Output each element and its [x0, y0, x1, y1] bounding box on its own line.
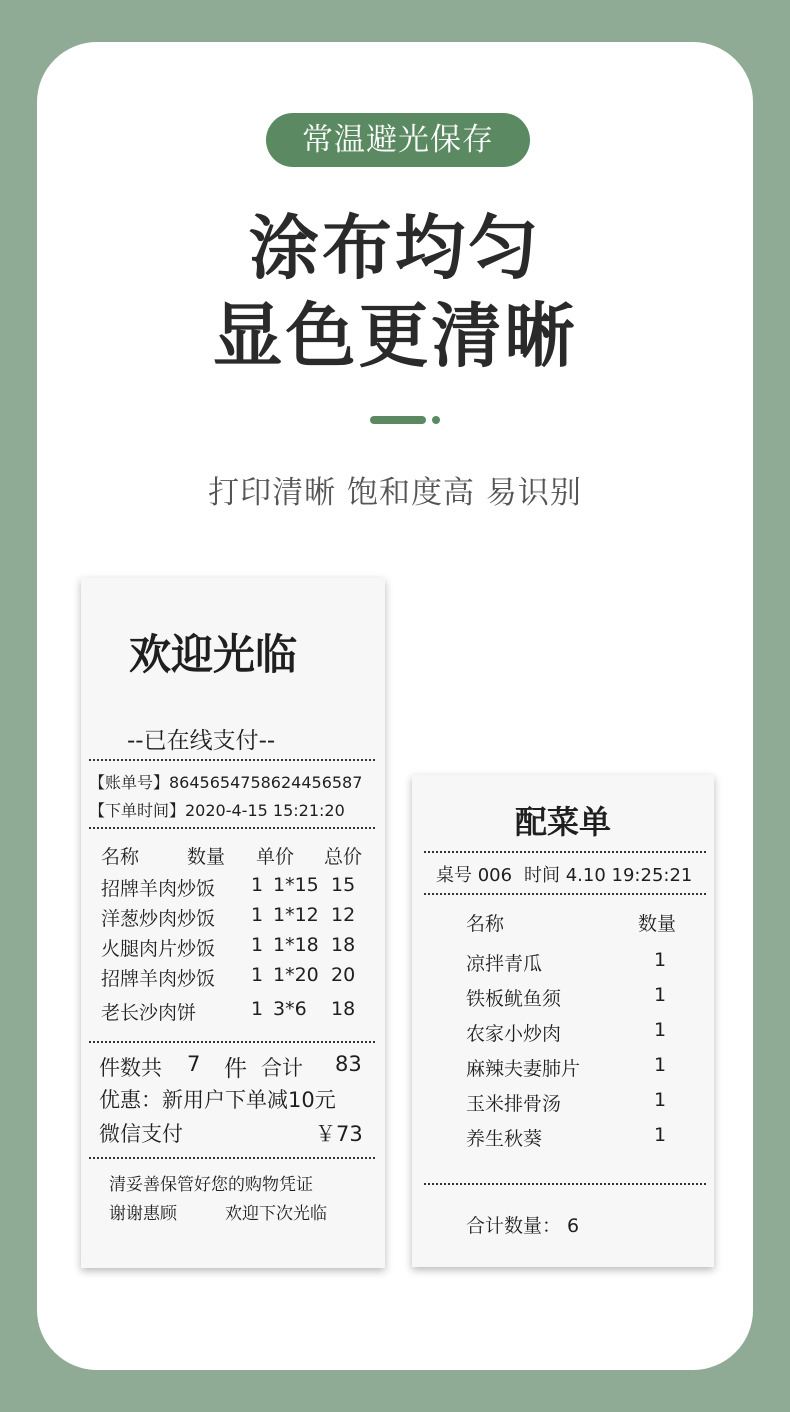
- item-total: 18: [331, 998, 356, 1020]
- receipt-title: 欢迎光临: [129, 630, 298, 679]
- item-total: 12: [331, 904, 356, 926]
- item-qty: 1: [654, 949, 667, 971]
- dotted-separator: [424, 893, 706, 895]
- order-number: 【账单号】8645654758624456587: [89, 773, 363, 792]
- item-total: 20: [331, 964, 356, 986]
- item-name: 招牌羊肉炒饭: [101, 968, 216, 990]
- order-time: 【下单时间】2020-4-15 15:21:20: [89, 801, 345, 820]
- paid-status: --已在线支付--: [127, 728, 276, 754]
- payment-receipt: [81, 578, 385, 1268]
- dotted-separator: [424, 851, 706, 853]
- item-qty: 1: [251, 874, 264, 896]
- item-unit: 1*18: [273, 934, 319, 956]
- item-qty: 1: [251, 904, 264, 926]
- divider-dot: [432, 416, 440, 424]
- discount-text: 优惠：新用户下单减10元: [99, 1088, 336, 1112]
- item-qty: 1: [251, 998, 264, 1020]
- dotted-separator: [89, 1041, 375, 1043]
- item-name: 农家小炒肉: [466, 1023, 562, 1045]
- item-name: 火腿肉片炒饭: [101, 938, 216, 960]
- item-qty: 1: [654, 1054, 667, 1076]
- main-card: [37, 42, 753, 1370]
- item-name: 洋葱炒肉炒饭: [101, 908, 216, 930]
- footer-thanks: 谢谢惠顾: [109, 1204, 177, 1224]
- item-name: 养生秋葵: [466, 1128, 543, 1150]
- header-qty: 数量: [187, 846, 226, 868]
- headline-line-2: 显色更清晰: [212, 295, 578, 377]
- count-value: 7: [187, 1052, 201, 1076]
- divider-bar: [370, 416, 426, 424]
- sum-value: 83: [335, 1052, 362, 1076]
- header-name: 名称: [466, 913, 505, 935]
- dotted-separator: [424, 1183, 706, 1185]
- storage-badge: 常温避光保存: [266, 113, 530, 167]
- dotted-separator: [89, 1157, 375, 1159]
- item-name: 玉米排骨汤: [466, 1093, 562, 1115]
- footer-welcome: 欢迎下次光临: [225, 1204, 327, 1224]
- item-name: 凉拌青瓜: [466, 953, 543, 975]
- item-total: 18: [331, 934, 356, 956]
- item-qty: 1: [654, 1089, 667, 1111]
- item-qty: 1: [654, 1019, 667, 1041]
- count-label: 件数共: [99, 1056, 162, 1080]
- subtitle: 打印清晰 饱和度高 易识别: [208, 475, 582, 511]
- item-unit: 1*20: [273, 964, 319, 986]
- item-qty: 1: [654, 1124, 667, 1146]
- item-name: 麻辣夫妻肺片: [466, 1058, 581, 1080]
- dotted-separator: [89, 827, 375, 829]
- item-unit: 1*15: [273, 874, 319, 896]
- item-name: 招牌羊肉炒饭: [101, 878, 216, 900]
- footer-note: 清妥善保管好您的购物凭证: [109, 1175, 313, 1195]
- count-unit: 件: [224, 1056, 247, 1082]
- order-time: 时间 4.10 19:25:21: [524, 865, 693, 886]
- payment-amount: ￥73: [315, 1122, 363, 1146]
- side-dish-receipt: [412, 775, 714, 1267]
- payment-method: 微信支付: [99, 1122, 183, 1146]
- total-quantity: 合计数量： 6: [466, 1215, 580, 1237]
- item-qty: 1: [251, 964, 264, 986]
- item-unit: 1*12: [273, 904, 319, 926]
- headline-line-1: 涂布均匀: [249, 207, 541, 289]
- sum-label: 合计: [261, 1056, 303, 1080]
- item-total: 15: [331, 874, 356, 896]
- item-name: 老长沙肉饼: [101, 1002, 197, 1024]
- header-unit-price: 单价: [256, 846, 295, 868]
- item-unit: 3*6: [273, 998, 307, 1020]
- header-name: 名称: [101, 846, 140, 868]
- receipt-title: 配菜单: [514, 803, 611, 841]
- item-name: 铁板鱿鱼须: [466, 988, 562, 1010]
- item-qty: 1: [654, 984, 667, 1006]
- table-number: 桌号 006: [436, 865, 513, 886]
- header-total: 总价: [324, 846, 363, 868]
- dotted-separator: [89, 759, 375, 761]
- item-qty: 1: [251, 934, 264, 956]
- header-qty: 数量: [638, 913, 677, 935]
